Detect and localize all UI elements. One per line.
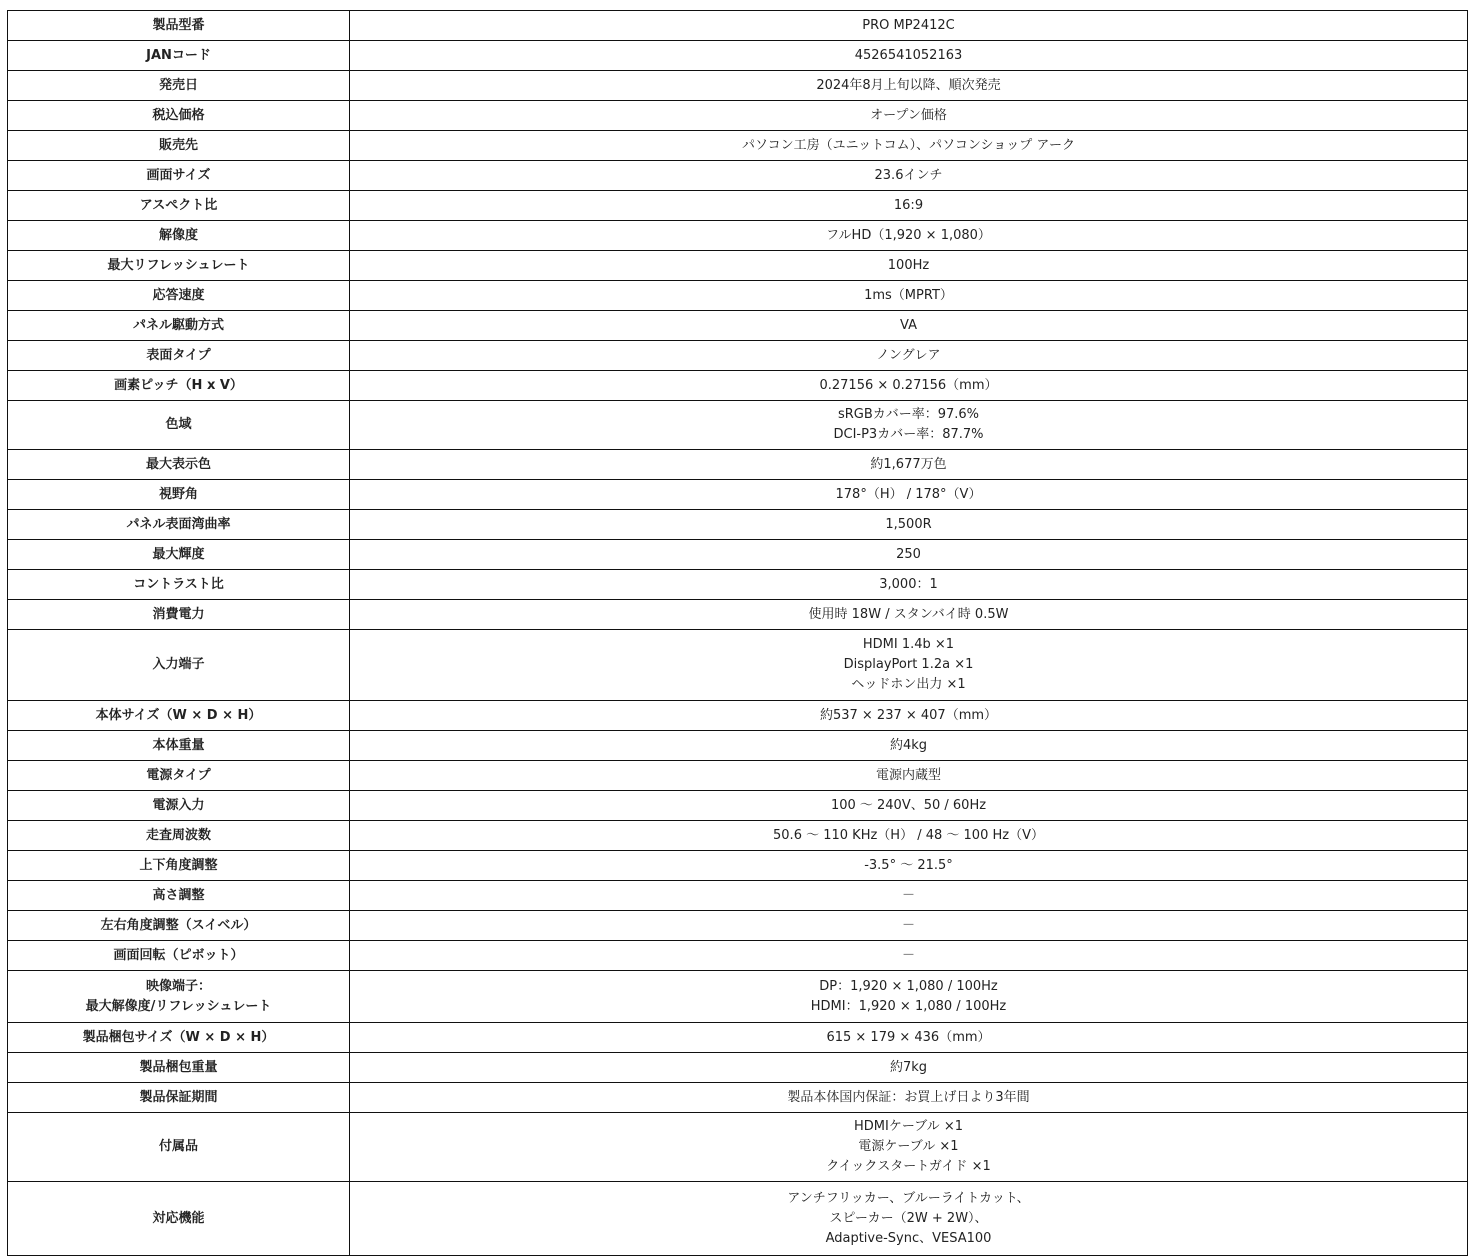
spec-value-text: オープン価格 — [870, 107, 947, 123]
spec-value-cell — [350, 251, 1468, 281]
spec-value-cell — [350, 1023, 1468, 1053]
spec-value-text: 16:9 — [893, 197, 924, 213]
spec-value-cell — [350, 161, 1468, 191]
spec-row — [8, 221, 1468, 251]
spec-value-cell — [350, 851, 1468, 881]
spec-label-text: パネル駆動方式 — [132, 317, 224, 333]
spec-value-cell — [350, 600, 1468, 630]
spec-value-text: 100 ～ 240V、50 / 60Hz — [830, 797, 987, 813]
spec-row — [8, 311, 1468, 341]
spec-row — [8, 911, 1468, 941]
spec-value-text: フルHD（1,920 × 1,080） — [826, 227, 991, 243]
spec-row — [8, 791, 1468, 821]
spec-row — [8, 1182, 1468, 1256]
spec-value-cell — [350, 1182, 1468, 1256]
spec-value-cell — [350, 570, 1468, 600]
spec-label-text: 製品梱包重量 — [139, 1059, 218, 1075]
spec-label-cell — [8, 1053, 350, 1083]
spec-value-text: DCI-P3カバー率：87.7% — [833, 427, 984, 442]
spec-value-text: ノングレア — [876, 347, 941, 363]
spec-row — [8, 480, 1468, 510]
spec-value-text: アンチフリッカー、ブルーライトカット、 — [787, 1190, 1030, 1206]
spec-label-cell — [8, 731, 350, 761]
spec-value-cell — [350, 191, 1468, 221]
spec-row — [8, 510, 1468, 540]
spec-value-text: 3,000：1 — [879, 576, 938, 592]
spec-label-cell — [8, 821, 350, 851]
spec-label-text: 画素ピッチ（H x V） — [114, 377, 243, 393]
spec-row — [8, 1023, 1468, 1053]
spec-value-cell — [350, 371, 1468, 401]
spec-label-cell — [8, 881, 350, 911]
spec-row — [8, 1083, 1468, 1113]
spec-value-cell — [350, 281, 1468, 311]
spec-value-cell — [350, 101, 1468, 131]
spec-value-text: 1ms（MPRT） — [864, 287, 953, 303]
spec-value-cell — [350, 1083, 1468, 1113]
spec-value-text: DP：1,920 × 1,080 / 100Hz — [819, 978, 998, 994]
spec-row — [8, 71, 1468, 101]
spec-value-cell — [350, 11, 1468, 41]
spec-label-text: 製品型番 — [152, 17, 205, 33]
spec-row — [8, 851, 1468, 881]
spec-value-text: HDMIケーブル ×1 — [854, 1119, 963, 1134]
spec-row — [8, 731, 1468, 761]
spec-table — [7, 10, 1468, 1256]
spec-label-text: 映像端子： — [145, 978, 211, 994]
spec-value-text: VA — [900, 317, 917, 333]
spec-value-cell — [350, 881, 1468, 911]
spec-label-cell — [8, 131, 350, 161]
spec-label-text: 最大リフレッシュレート — [107, 257, 250, 273]
spec-row — [8, 540, 1468, 570]
spec-label-text: 販売先 — [158, 137, 198, 153]
spec-value-text: PRO MP2412C — [862, 17, 955, 33]
spec-value-cell — [350, 510, 1468, 540]
spec-label-text: 最大解像度/リフレッシュレート — [85, 998, 272, 1014]
spec-value-text: HDMI 1.4b ×1 — [862, 637, 955, 652]
spec-value-text: 約7kg — [889, 1059, 928, 1075]
spec-row — [8, 161, 1468, 191]
spec-label-cell — [8, 791, 350, 821]
spec-value-text: 100Hz — [887, 257, 930, 273]
spec-row — [8, 570, 1468, 600]
spec-row — [8, 401, 1468, 450]
spec-label-cell — [8, 1113, 350, 1182]
spec-value-text: 電源内蔵型 — [875, 767, 941, 783]
spec-label-text: 発売日 — [158, 77, 198, 93]
spec-value-cell — [350, 630, 1468, 701]
spec-value-cell — [350, 911, 1468, 941]
spec-label-cell — [8, 480, 350, 510]
spec-label-text: 電源タイプ — [146, 767, 211, 783]
spec-label-text: 製品保証期間 — [139, 1089, 218, 1105]
spec-value-cell — [350, 821, 1468, 851]
spec-label-cell — [8, 41, 350, 71]
spec-label-cell — [8, 600, 350, 630]
spec-label-cell — [8, 281, 350, 311]
spec-value-cell — [350, 41, 1468, 71]
spec-row — [8, 11, 1468, 41]
spec-value-cell — [350, 450, 1468, 480]
spec-row — [8, 941, 1468, 971]
spec-label-cell — [8, 11, 350, 41]
spec-label-text: 応答速度 — [152, 287, 205, 303]
spec-label-text: パネル表面湾曲率 — [126, 516, 231, 532]
spec-value-text: クイックスタートガイド ×1 — [826, 1159, 991, 1174]
spec-value-text: － — [901, 917, 915, 933]
spec-label-text: アスペクト比 — [139, 197, 218, 213]
spec-value-text: スピーカー（2W + 2W）、 — [829, 1210, 988, 1226]
spec-label-cell — [8, 371, 350, 401]
spec-value-text: ヘッドホン出力 ×1 — [851, 677, 966, 692]
spec-row — [8, 371, 1468, 401]
spec-row — [8, 761, 1468, 791]
spec-value-text: 4526541052163 — [854, 47, 963, 63]
spec-label-cell — [8, 221, 350, 251]
spec-row — [8, 600, 1468, 630]
spec-row — [8, 630, 1468, 701]
spec-label-cell — [8, 341, 350, 371]
spec-label-text: 左右角度調整（スイベル） — [100, 917, 257, 933]
spec-row — [8, 821, 1468, 851]
spec-value-cell — [350, 480, 1468, 510]
spec-value-cell — [350, 791, 1468, 821]
spec-value-cell — [350, 1113, 1468, 1182]
spec-label-cell — [8, 101, 350, 131]
spec-label-text: 本体サイズ（W × D × H） — [95, 707, 262, 723]
spec-value-text: 250 — [896, 546, 921, 562]
spec-label-cell — [8, 941, 350, 971]
spec-label-text: 最大輝度 — [152, 546, 205, 562]
spec-value-text: Adaptive-Sync、VESA100 — [825, 1230, 992, 1246]
spec-label-cell — [8, 971, 350, 1023]
spec-row — [8, 701, 1468, 731]
spec-value-cell — [350, 1053, 1468, 1083]
spec-label-cell — [8, 401, 350, 450]
spec-label-text: 画面サイズ — [146, 167, 211, 183]
spec-label-text: JANコード — [146, 47, 211, 63]
spec-label-cell — [8, 1182, 350, 1256]
spec-value-cell — [350, 71, 1468, 101]
spec-row — [8, 101, 1468, 131]
spec-value-text: 178°（H） / 178°（V） — [835, 486, 982, 502]
spec-value-cell — [350, 761, 1468, 791]
spec-value-text: 電源ケーブル ×1 — [858, 1139, 959, 1154]
spec-value-cell — [350, 221, 1468, 251]
spec-value-text: 約4kg — [889, 737, 928, 753]
spec-value-text: 製品本体国内保証：お買上げ日より3年間 — [787, 1089, 1030, 1105]
spec-label-text: 税込価格 — [152, 107, 205, 123]
spec-label-text: 本体重量 — [152, 737, 205, 753]
spec-row — [8, 131, 1468, 161]
spec-value-text: 2024年8月上旬以降、順次発売 — [816, 77, 1001, 93]
spec-label-text: 走査周波数 — [145, 827, 211, 843]
spec-value-text: 約1,677万色 — [870, 456, 947, 472]
spec-label-cell — [8, 510, 350, 540]
spec-label-cell — [8, 161, 350, 191]
spec-row — [8, 191, 1468, 221]
spec-label-text: 上下角度調整 — [139, 857, 218, 873]
spec-label-cell — [8, 1083, 350, 1113]
spec-value-text: － — [901, 947, 915, 963]
spec-value-cell — [350, 131, 1468, 161]
spec-row — [8, 881, 1468, 911]
spec-label-cell — [8, 311, 350, 341]
spec-label-text: 表面タイプ — [146, 347, 211, 363]
spec-value-text: DisplayPort 1.2a ×1 — [843, 657, 974, 672]
spec-label-text: 製品梱包サイズ（W × D × H） — [82, 1029, 275, 1045]
spec-value-cell — [350, 401, 1468, 450]
spec-value-text: 615 × 179 × 436（mm） — [826, 1029, 991, 1045]
spec-value-text: 0.27156 × 0.27156（mm） — [819, 377, 998, 393]
spec-value-cell — [350, 941, 1468, 971]
spec-row — [8, 971, 1468, 1023]
spec-value-cell — [350, 341, 1468, 371]
spec-label-text: コントラスト比 — [133, 576, 224, 592]
spec-label-cell — [8, 191, 350, 221]
spec-label-cell — [8, 630, 350, 701]
spec-label-text: 入力端子 — [152, 657, 205, 672]
spec-value-text: パソコン工房（ユニットコム）、パソコンショップ アーク — [741, 137, 1076, 153]
spec-label-text: 色域 — [165, 417, 192, 432]
spec-value-text: HDMI：1,920 × 1,080 / 100Hz — [810, 998, 1007, 1014]
spec-label-cell — [8, 570, 350, 600]
spec-value-cell — [350, 540, 1468, 570]
spec-value-text: 使用時 18W / スタンバイ時 0.5W — [808, 606, 1009, 622]
spec-value-text: -3.5° ～ 21.5° — [864, 857, 953, 873]
spec-label-text: 画面回転（ピボット） — [113, 947, 244, 963]
spec-label-text: 解像度 — [158, 227, 198, 243]
spec-label-cell — [8, 71, 350, 101]
spec-value-cell — [350, 701, 1468, 731]
spec-label-cell — [8, 540, 350, 570]
spec-label-text: 消費電力 — [152, 606, 205, 622]
spec-label-cell — [8, 251, 350, 281]
spec-label-text: 付属品 — [158, 1139, 198, 1154]
spec-value-text: 1,500R — [885, 516, 932, 532]
spec-label-cell — [8, 851, 350, 881]
spec-row — [8, 281, 1468, 311]
spec-value-cell — [350, 731, 1468, 761]
spec-value-cell — [350, 311, 1468, 341]
spec-row — [8, 450, 1468, 480]
spec-row — [8, 1113, 1468, 1182]
spec-table-container — [7, 10, 1468, 1256]
spec-row — [8, 251, 1468, 281]
spec-label-text: 高さ調整 — [152, 887, 205, 903]
spec-label-text: 視野角 — [158, 486, 198, 502]
spec-label-text: 対応機能 — [152, 1210, 205, 1226]
spec-label-cell — [8, 1023, 350, 1053]
spec-value-text: sRGBカバー率：97.6% — [837, 407, 980, 422]
spec-value-text: 23.6インチ — [874, 167, 943, 183]
spec-value-text: 約537 × 237 × 407（mm） — [819, 707, 998, 723]
spec-label-cell — [8, 911, 350, 941]
spec-row — [8, 41, 1468, 71]
spec-label-cell — [8, 761, 350, 791]
spec-row — [8, 341, 1468, 371]
spec-table-body — [8, 11, 1468, 1256]
spec-value-cell — [350, 971, 1468, 1023]
spec-value-text: 50.6 ～ 110 KHz（H） / 48 ～ 100 Hz（V） — [773, 827, 1044, 843]
spec-label-text: 最大表示色 — [145, 456, 211, 472]
spec-label-cell — [8, 450, 350, 480]
spec-label-cell — [8, 701, 350, 731]
spec-row — [8, 1053, 1468, 1083]
spec-label-text: 電源入力 — [152, 797, 205, 813]
spec-value-text: － — [901, 887, 915, 903]
